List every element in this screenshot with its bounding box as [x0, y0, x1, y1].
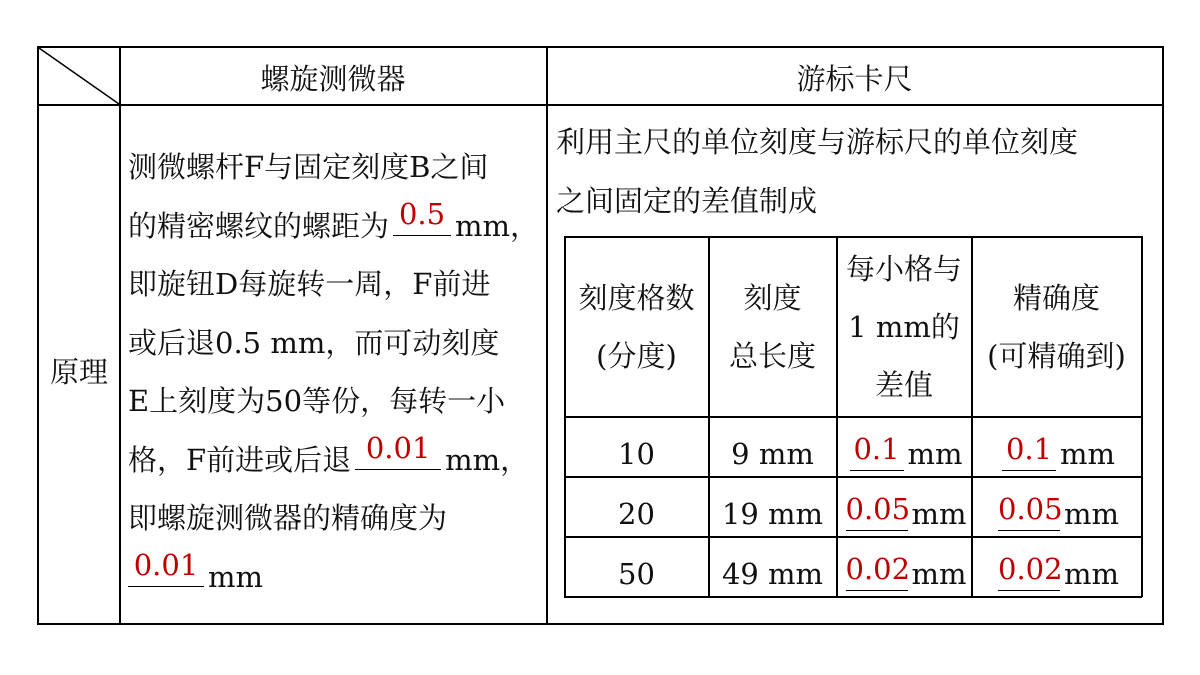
answer-step: 0.01 [365, 430, 431, 465]
answer-blank-precision[interactable] [128, 547, 204, 587]
header-micrometer: 螺旋测微器 [260, 62, 406, 96]
micrometer-line-2-text: 的精密螺纹的螺距为 [128, 208, 390, 243]
table-cell-divisions: 50 [618, 557, 655, 591]
unit-mm: mm [208, 559, 263, 594]
caliper-intro-line-1: 利用主尺的单位刻度与游标尺的单位刻度 [556, 125, 1079, 159]
answer-blank-pitch[interactable] [393, 196, 451, 236]
caliper-intro-line-2: 之间固定的差值制成 [556, 183, 818, 218]
micrometer-line-2 [128, 197, 540, 256]
micrometer-line-4: 或后退0.5 mm，而可动刻度 [128, 325, 500, 360]
caliper-intro [556, 113, 1156, 230]
answer-blank-step[interactable] [355, 430, 441, 470]
header-caliper: 游标卡尺 [796, 62, 913, 96]
unit-mm: mm， [455, 208, 540, 243]
table-cell-divisions: 20 [618, 497, 655, 531]
micrometer-line-7: 即螺旋测微器的精确度为 [128, 501, 448, 535]
th-precision: 精确度 (可精确到) [987, 280, 1126, 373]
table-cell-precision: 0.02 mm [998, 551, 1119, 591]
table-cell-total-length: 19 mm [721, 497, 824, 531]
unit-mm: mm， [445, 442, 530, 477]
answer-blank-precision[interactable]: 0.05 [998, 498, 1060, 531]
table-cell-diff: 0.1 mm [837, 424, 971, 484]
row-label-principle: 原理 [49, 355, 108, 389]
table-cell-total-length: 49 mm [721, 557, 824, 591]
micrometer-line-6-text: 格，F前进或后退 [128, 442, 352, 477]
table-cell-precision: 0.1 mm [972, 424, 1141, 484]
answer-blank-precision[interactable]: 0.1 [1002, 438, 1056, 471]
micrometer-description [128, 138, 540, 606]
table-cell-total-length: 9 mm [731, 437, 814, 471]
table-cell-diff: 0.02 mm [845, 551, 967, 591]
answer-blank-diff[interactable]: 0.02 [846, 558, 908, 591]
table-cell-diff: 0.05 mm [845, 491, 967, 531]
answer-pitch: 0.5 [398, 196, 446, 231]
micrometer-line-8 [128, 548, 540, 607]
table-cell-divisions: 10 [618, 437, 655, 471]
micrometer-line-1: 测微螺杆F与固定刻度B之间 [128, 150, 489, 184]
table-cell-precision: 0.05 mm [998, 491, 1119, 531]
answer-blank-diff[interactable]: 0.1 [850, 438, 904, 471]
micrometer-line-3: 即旋钮D每旋转一周，F前进 [128, 267, 491, 301]
th-divisions: 刻度格数 (分度) [578, 280, 695, 373]
answer-precision: 0.01 [133, 547, 199, 582]
answer-blank-precision[interactable]: 0.02 [998, 558, 1060, 591]
th-difference: 每小格与 1 mm的 差值 [845, 251, 962, 402]
micrometer-line-5: E上刻度为50等份，每转一小 [128, 384, 506, 418]
th-total-length: 刻度 总长度 [728, 280, 816, 373]
corner-diagonal [37, 46, 121, 106]
answer-blank-diff[interactable]: 0.05 [846, 498, 908, 531]
micrometer-line-6 [128, 431, 540, 490]
